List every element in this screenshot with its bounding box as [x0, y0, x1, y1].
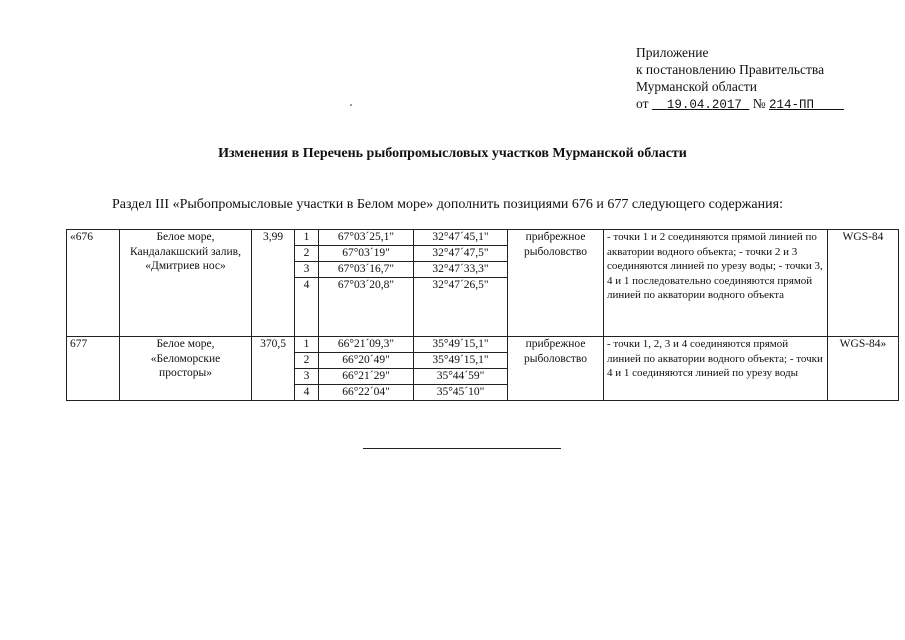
- longitude: 35°45´10": [414, 385, 508, 401]
- longitude: 32°47´26,5": [414, 278, 508, 337]
- coordinate-system: WGS-84: [828, 230, 899, 337]
- intro-paragraph: Раздел III «Рыбопромысловые участки в Белом море» дополнить позициями 676 и 677 следующего содержания:: [112, 197, 783, 212]
- from-label: от: [636, 96, 649, 111]
- appendix-line-1: Приложение: [636, 45, 709, 60]
- scan-dot: [350, 104, 352, 106]
- point-number: 4: [295, 385, 319, 401]
- appendix-date-line: [636, 95, 844, 114]
- latitude: 66°21´29": [319, 369, 414, 385]
- boundary-description: - точки 1 и 2 соединяются прямой линией по акватории водного объекта; - точки 2 и 3 соединяются линией по урезу воды; - точки 3, 4 и 1 последовательно соединяются прямой линией по акватории водного объекта: [604, 230, 828, 337]
- point-number: 1: [295, 337, 319, 353]
- latitude: 67°03´16,7": [319, 262, 414, 278]
- point-number: 4: [295, 278, 319, 337]
- row-number: 677: [67, 337, 120, 401]
- document-title: Изменения в Перечень рыбопромысловых участков Мурманской области: [218, 146, 687, 161]
- area-size: 3,99: [252, 230, 295, 337]
- longitude: 32°47´33,3": [414, 262, 508, 278]
- latitude: 66°20´49": [319, 353, 414, 369]
- row-number: «676: [67, 230, 120, 337]
- appendix-line-3: Мурманской области: [636, 79, 757, 94]
- table-row: [67, 337, 899, 353]
- latitude: 67°03´20,8": [319, 278, 414, 337]
- longitude: 35°44´59": [414, 369, 508, 385]
- point-number: 3: [295, 369, 319, 385]
- fishing-type: прибрежное рыболовство: [508, 230, 604, 337]
- table-row: [67, 230, 899, 246]
- boundary-description: - точки 1, 2, 3 и 4 соединяются прямой линией по акватории водного объекта; - точки 4 и 1 соединяются линией по урезу воды: [604, 337, 828, 401]
- coordinate-system: WGS-84»: [828, 337, 899, 401]
- latitude: 67°03´25,1": [319, 230, 414, 246]
- point-number: 2: [295, 246, 319, 262]
- longitude: 35°49´15,1": [414, 337, 508, 353]
- longitude: 35°49´15,1": [414, 353, 508, 369]
- point-number: 3: [295, 262, 319, 278]
- latitude: 67°03´19": [319, 246, 414, 262]
- resolution-date: 19.04.2017: [666, 98, 742, 112]
- fishing-areas-table: [66, 229, 899, 401]
- appendix-line-2: к постановлению Правительства: [636, 62, 825, 77]
- point-number: 1: [295, 230, 319, 246]
- latitude: 66°22´04": [319, 385, 414, 401]
- resolution-number: 214-ПП: [769, 98, 815, 112]
- area-name: Белое море, «Беломорские просторы»: [120, 337, 252, 401]
- latitude: 66°21´09,3": [319, 337, 414, 353]
- longitude: 32°47´47,5": [414, 246, 508, 262]
- appendix-block: [636, 44, 844, 114]
- area-size: 370,5: [252, 337, 295, 401]
- area-name: Белое море, Кандалакшский залив, «Дмитриев нос»: [120, 230, 252, 337]
- number-label: №: [752, 96, 766, 111]
- fishing-type: прибрежное рыболовство: [508, 337, 604, 401]
- point-number: 2: [295, 353, 319, 369]
- longitude: 32°47´45,1": [414, 230, 508, 246]
- closing-rule: [363, 448, 561, 449]
